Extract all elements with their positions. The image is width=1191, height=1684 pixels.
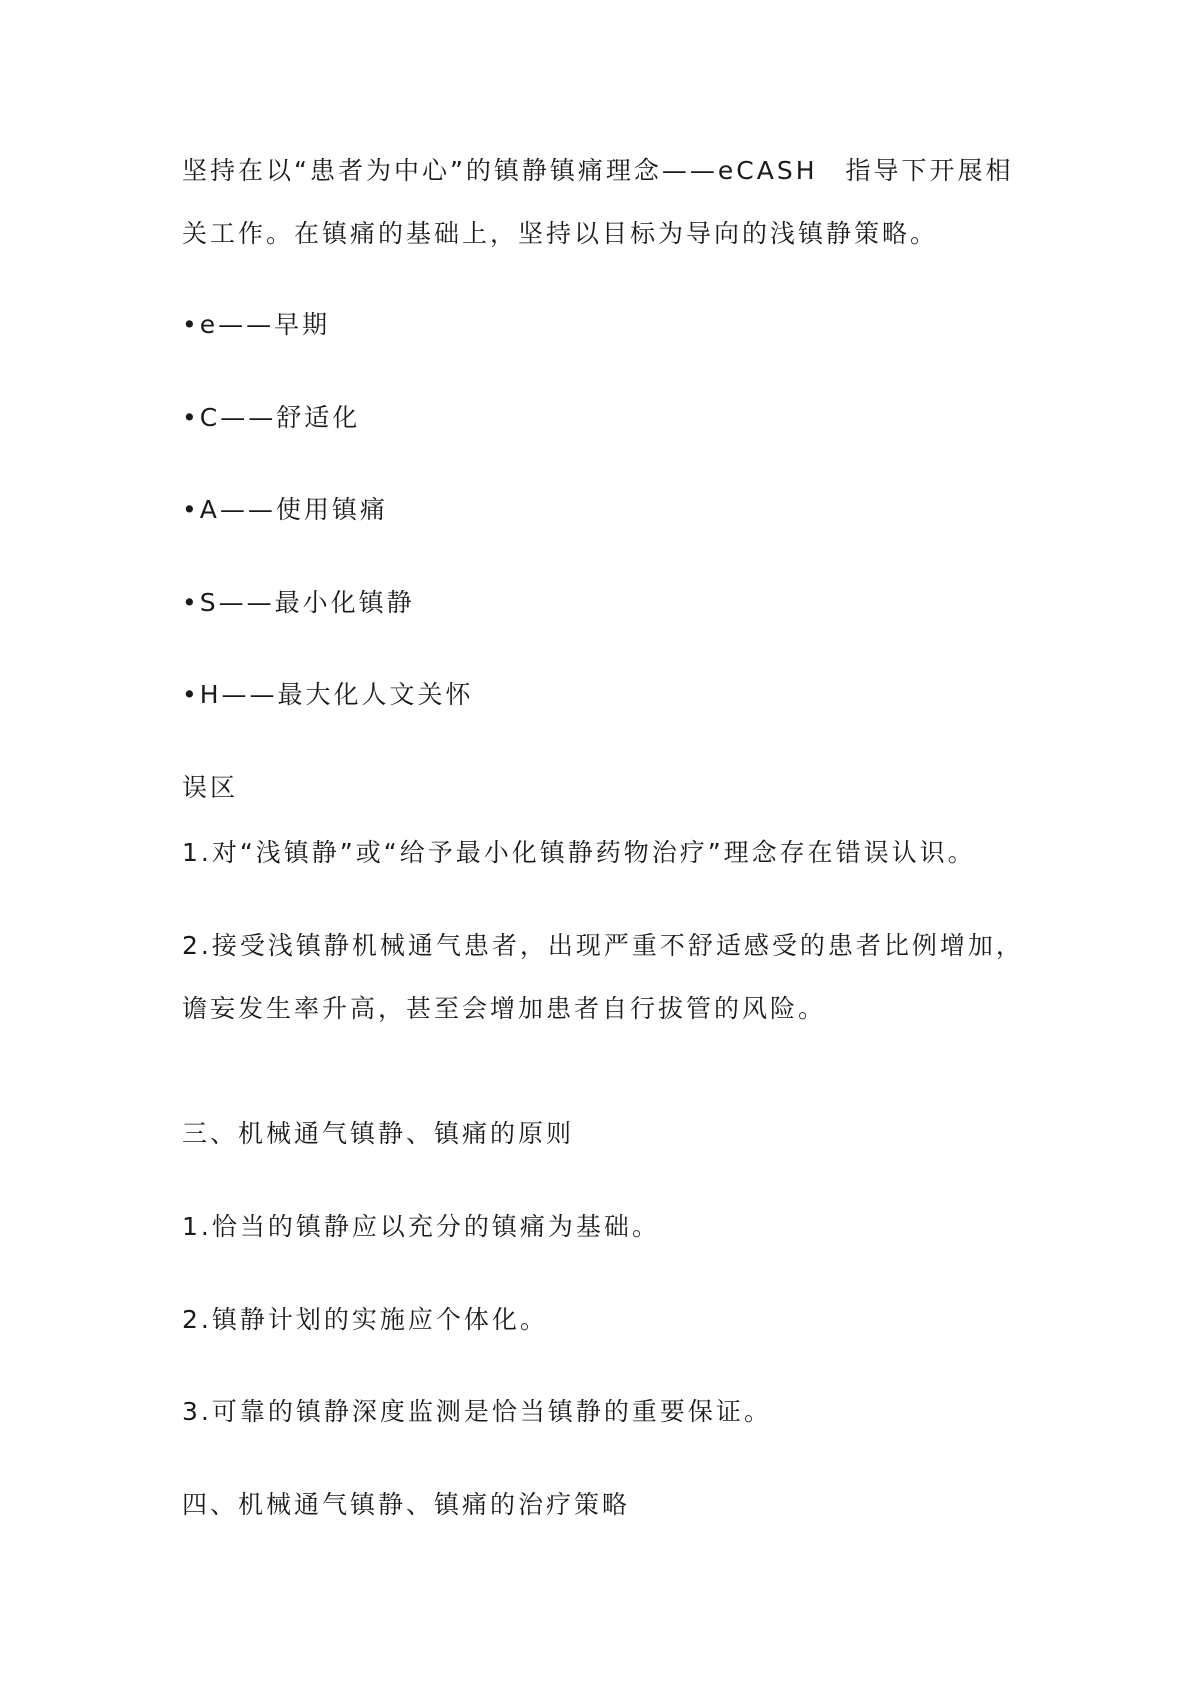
principle-item-3: 3.可靠的镇静深度监测是恰当镇静的重要保证。 [182, 1397, 772, 1426]
bullet-s: •S——最小化镇静 [182, 588, 415, 617]
misconception-item-2-line-1: 2.接受浅镇静机械通气患者，出现严重不舒适感受的患者比例增加， [182, 931, 1024, 960]
bullet-h: •H——最大化人文关怀 [182, 680, 474, 709]
section-heading-principles: 三、机械通气镇静、镇痛的原则 [182, 1119, 575, 1148]
principle-item-2: 2.镇静计划的实施应个体化。 [182, 1305, 548, 1334]
bullet-a: •A——使用镇痛 [182, 495, 388, 524]
bullet-e: •e——早期 [182, 310, 331, 339]
bullet-c: •C——舒适化 [182, 403, 361, 432]
principle-item-1: 1.恰当的镇静应以充分的镇痛为基础。 [182, 1212, 660, 1241]
misconception-item-1: 1.对“浅镇静”或“给予最小化镇静药物治疗”理念存在错误认识。 [182, 838, 976, 867]
intro-line-1: 坚持在以“患者为中心”的镇静镇痛理念——eCASH 指导下开展相 [182, 156, 1014, 185]
misconception-heading: 误区 [182, 773, 239, 802]
intro-line-2: 关工作。在镇痛的基础上，坚持以目标为导向的浅镇静策略。 [182, 219, 939, 248]
misconception-item-2-line-2: 谵妄发生率升高，甚至会增加患者自行拔管的风险。 [182, 994, 827, 1023]
section-heading-strategy: 四、机械通气镇静、镇痛的治疗策略 [182, 1490, 631, 1519]
